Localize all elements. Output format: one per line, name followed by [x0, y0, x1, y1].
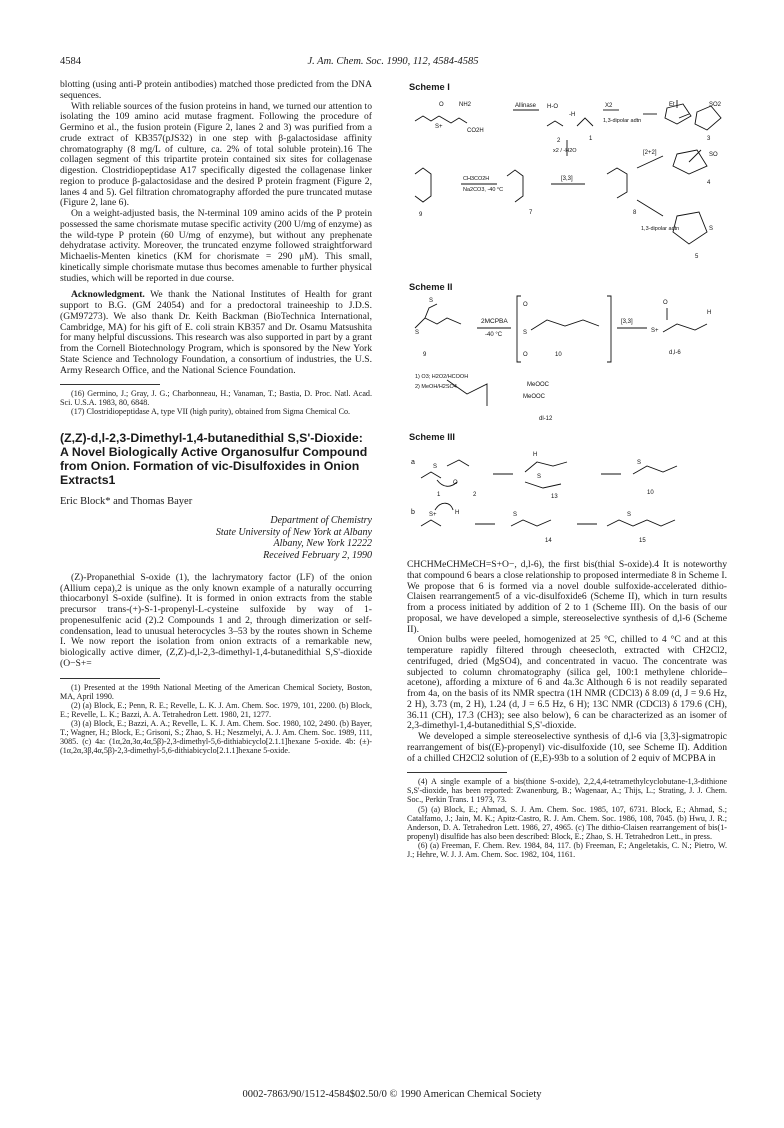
atom-label: S+: [651, 328, 659, 334]
curved-arrow: [435, 503, 453, 510]
bond: [439, 116, 467, 123]
bracket: [517, 296, 521, 362]
scheme-2-label: Scheme II: [409, 282, 453, 292]
atom-label: S+: [429, 512, 437, 518]
footnotes: [60, 389, 372, 416]
scheme-3-label: Scheme III: [409, 432, 455, 442]
compound-number: 9: [423, 352, 427, 358]
atom-label: H: [533, 452, 538, 458]
compound-number: 3: [707, 136, 711, 142]
bond: [507, 170, 523, 202]
compound-number: 10: [555, 352, 562, 358]
bond: [663, 324, 707, 332]
compound-number: d,l-6: [669, 350, 681, 356]
reagent-label: CH3CO2H: [463, 176, 490, 182]
reference: (5) (a) Block, E.; Ahmad, S. J. Am. Chem. Soc. 1985, 107, 6731. Block, E.; Ahmad, S.; Catalfamo, J.; Jain, M. K.; Apitz-Castro, R. J. Am. Chem. Soc. 1986, 108, 7045. (b) Hwu, J. R.; Anderson, D. A. Tetrahedron Lett. 1986, 27, 4965. (c) The dithio-Claisen rearrangement of bis(1-propenyl) disulfide has also been described: Block, E.; Zhao, S. H. Tetrahedron Lett., in press.: [407, 804, 727, 841]
bond: [415, 318, 461, 328]
compound-number: 2: [473, 492, 477, 498]
bond: [633, 466, 677, 474]
atom-label: S+: [435, 124, 443, 130]
atom-label: NH2: [459, 102, 472, 108]
atom-label: H-O: [547, 104, 558, 110]
compound-number: dl-12: [539, 416, 553, 422]
acknowledgment-heading: Acknowledgment.: [71, 289, 145, 301]
journal-citation: J. Am. Chem. Soc. 1990, 112, 4584-4585: [307, 56, 479, 67]
compound-number: 1: [589, 136, 593, 142]
compound-number: 7: [529, 210, 533, 216]
intro-paragraph: (Z)-Propanethial S-oxide (1), the lachrymatory factor (LF) of the onion (Allium cepa),2 is unique as the only known example of a naturally occurring thiocarbonyl S-oxide (sulfine). It is formed in onion extracts from the stable precursor trans-(+)-S-1-propenyl-L-cysteine sulfoxide by way of 1-propenesulfenic acid (2).2 Compounds 1 and 2, through dimerization or self-condensation, lead to unusual heterocycles 3–53 by the routes shown in Scheme I. We now report the isolation from onion extracts of a remarkable new, biologically active dimer, (Z,Z)-d,l-2,3-dimethyl-1,4-butanedithial S,S'-dioxide (O−S+=: [60, 571, 372, 669]
compound-number: 13: [551, 494, 558, 500]
atom-label: O: [523, 352, 528, 358]
atom-label: O: [523, 302, 528, 308]
ring: [695, 106, 721, 130]
atom-label: O: [453, 480, 458, 486]
bond: [547, 121, 563, 126]
arrow: [679, 114, 689, 118]
authors: Eric Block* and Thomas Bayer: [60, 495, 193, 507]
bond: [421, 520, 441, 526]
footnote-rule: [60, 384, 160, 385]
atom-label: S: [537, 474, 542, 480]
atom-label: MeOOC: [527, 382, 550, 388]
reagent-label: 1,3-dipolar adtn: [603, 118, 642, 124]
compound-number: 8: [633, 210, 637, 216]
body-paragraph: blotting (using anti-P protein antibodies) matched those predicted from the DNA sequences.: [60, 79, 372, 101]
compound-number: 14: [545, 538, 552, 544]
bond: [525, 482, 561, 488]
atom-label: O: [663, 300, 668, 306]
body-paragraph: CHCHMeCHMeCH=S+O−, d,l-6), the first bis(thial S-oxide).4 It is noteworthy that compound 6 bears a close relationship to proposed intermediate 8 in Scheme I. We propose that 6 is formed via a novel double sulfoxide-accelerated dithio-Claisen rearrangement5 of a vic-disulfoxide6 (Scheme II), which in turn results from a process initiated by addition of 2 to 1 (Scheme III). On the basis of our proposal, we have developed a simple, stereoselective synthesis of d,l-6 (Scheme II).: [407, 559, 727, 635]
reagent-label: [2+2]: [643, 150, 657, 156]
left-column: [60, 80, 372, 755]
atom-label: S: [429, 298, 434, 304]
reference-rule: [407, 772, 507, 773]
affiliation: [60, 515, 372, 561]
running-header: [60, 56, 726, 70]
reagent-label: -40 °C: [485, 332, 503, 338]
atom-label: O: [439, 102, 444, 108]
compound-number: 4: [707, 180, 711, 186]
received-date: Received February 2, 1990: [263, 549, 372, 561]
atom-label: S: [637, 460, 642, 466]
scheme-1-label: Scheme I: [409, 82, 450, 92]
atom-label: H: [455, 510, 460, 516]
reagent-label: Na2CO3, -40 °C: [463, 187, 504, 193]
bond: [511, 520, 551, 526]
reagent-label: x2 / -H2O: [553, 148, 577, 154]
atom-label: S: [415, 330, 420, 336]
body-paragraph: Onion bulbs were peeled, homogenized at 25 °C, chilled to 4 °C and at this temperature rapidly filtered through cheesecloth, extracted with CH2Cl2, centrifuged, dried (MgSO4), and concentrated in vacuo. The concentrate was subjected to column chromatography (silica gel, 100:1 methylene chloride–acetone), affording a mixture of 6 and 4a.3c Although 6 is not readily separated from 4a, on the basis of its NMR spectra (1H NMR (CDCl3) δ 8.09 (d, J = 9.6 Hz, 2 H), 3.73 (m, 2 H), 1.24 (d, J = 6.5 Hz, 6 H); 13C NMR (CDCl3) δ 179.6 (CH), 36.11 (CH), 17.3 (CH3); see also below), 6 can be characterized as an isomer of 2,3-dimethyl-1,4-butanedithial S,S'-dioxide.: [407, 634, 727, 732]
reference: (1) Presented at the 199th National Meeting of the American Chemical Society, Boston, MA, April 1990.: [60, 682, 372, 701]
acknowledgment-text: We thank the National Institutes of Health for grant support to B.G. (GM 24054) and for a predoctoral traineeship to J.D.S. (GM97273). We also thank Dr. Keith Backman (BioTechnica International, Cambridge, MA) for his gift of E. coli strain KB357 and Dr. Osamu Matsushita for many helpful discussions. This research was also supported in part by a grant from the Cornell Biotechnology Program, which is sponsored by the New York State Science and Technology Foundation, a consortium of industries, the U.S. Army Research Office, and the National Science Foundation.: [60, 289, 372, 376]
reagent-label: 1,3-dipolar adtn: [641, 226, 680, 232]
bond: [607, 520, 675, 526]
references-left: [60, 683, 372, 756]
reagent-label: Allinase: [515, 103, 537, 109]
compound-number: 5: [695, 254, 699, 260]
bond: [425, 304, 437, 318]
footnote: (17) Clostridiopeptidase A, type VII (high purity), obtained from Sigma Chemical Co.: [71, 407, 351, 417]
atom-label: -H: [569, 112, 576, 118]
reference: (4) A single example of a bis(thione S-oxide), 2,2,4,4-tetramethylcyclobutane-1,3-dithione S,S'-dioxide, has been reported: Zwanenburg, B.; Wagenaar, A.; Thijs, L.; Strating, J. J. Chem. Soc., Perkin Trans. 1 1973, 73.: [407, 777, 727, 805]
affiliation-line: Albany, New York 12222: [273, 538, 372, 550]
scheme-3-diagram: [407, 444, 727, 559]
bond: [415, 168, 431, 202]
compound-number: 15: [639, 538, 646, 544]
affiliation-line: State University of New York at Albany: [215, 526, 372, 538]
atom-label: MeOOC: [523, 394, 546, 400]
bond: [531, 320, 599, 330]
acknowledgment: [60, 290, 372, 376]
reagent-label: [3,3]: [561, 176, 573, 182]
scheme-1-diagram: [407, 96, 727, 266]
article-title: (Z,Z)-d,l-2,3-Dimethyl-1,4-butanedithial S,S'-Dioxide: A Novel Biologically Active Organosulfur Compound from Onion. Formation of vic-Disulfoxides in Onion Extracts1: [60, 430, 368, 487]
reference: (3) (a) Block, E.; Bazzi, A. A.; Revelle, L. K. J. Am. Chem. Soc. 1980, 102, 2490. (b) Bayer, T.; Wagner, H.; Block, E.; Grisoni, S.; Zhao, S. H.; Neszmelyi, A. J. Am. Chem. Soc. 1989, 111, 3085. (c) 4a: (1α,2α,3α,4α,5β)-2,3-dimethyl-5,6-dithiabicyclo[2.1.1]hexane 5-oxide. 4b: (±)-(1α,2α,3β,4α,5β)-2,3-dimethyl-5,6-dithiabicyclo[2.1.1]hexane 5-oxide.: [60, 719, 372, 756]
bond: [415, 116, 439, 121]
atom-label: SO: [709, 152, 718, 158]
bond: [689, 150, 701, 162]
scheme-2-diagram: [407, 294, 727, 424]
arrow: [637, 156, 663, 168]
reference: (2) (a) Block, E.; Penn, R. E.; Revelle, L. K. J. Am. Chem. Soc. 1979, 101, 2200. (b) Block, E.; Revelle, L. K.; Bazzi, A. A. Tetrahedron Lett. 1980, 21, 1277.: [60, 700, 372, 719]
reagent-label: [3,3]: [621, 319, 633, 325]
atom-label: SO2: [709, 102, 722, 108]
body-paragraph: We developed a simple stereoselective synthesis of d,l-6 via [3,3]-sigmatropic rearrangement of bis((E)-propenyl) vic-disulfoxide (10, see Scheme II). Addition of a chilled CH2Cl2 solution of (E,E)-93b to a solution of 2 equiv of MCPBA in: [407, 731, 727, 764]
reference: (6) (a) Freeman, F. Chem. Rev. 1984, 84, 117. (b) Freeman, F.; Angeletakis, C. N.; Pietro, W. J.; Hehre, W. J. J. Am. Chem. Soc. 1982, 104, 1161.: [407, 840, 727, 859]
atom-label: Et: [669, 102, 675, 108]
compound-number: 10: [647, 490, 654, 496]
copyright-footer: 0002-7863/90/1512-4584$02.50/0 © 1990 American Chemical Society: [242, 1089, 542, 1100]
body-paragraph: On a weight-adjusted basis, the N-terminal 109 amino acids of the P protein possessed the same chorismate mutase specific activity (200 U/mg of enzyme) as the wild-type P protein (60 U/mg of enzyme), but without any prephenate dehydratase activity. Moreover, the truncated enzyme followed straightforward Michaelis-Menten kinetics (KM for chorismate = 290 μM). This small, kinetically simple chorismate mutase thus becomes amenable to further physical studies, which will be reported in due course.: [60, 208, 372, 284]
compound-number: 2: [557, 138, 561, 144]
affiliation-line: Department of Chemistry: [270, 515, 372, 527]
bond: [421, 472, 441, 478]
reagent-label: X2: [605, 103, 613, 109]
footnote: (16) Germino, J.; Gray, J. G.; Charbonneau, H.; Vanaman, T.; Bastia, D. Proc. Natl. Acad. Sci. U.S.A. 1983, 80, 6848.: [60, 389, 372, 408]
atom-label: S: [627, 512, 632, 518]
atom-label: H: [707, 310, 712, 316]
part-label: a: [411, 459, 415, 466]
compound-number: 1: [437, 492, 441, 498]
atom-label: CO2H: [467, 128, 484, 134]
arrow: [637, 200, 663, 216]
bond: [525, 462, 567, 472]
atom-label: S: [523, 330, 528, 336]
bracket: [607, 296, 611, 362]
reagent-label: 2) MeOH/H2SO4: [415, 384, 457, 390]
atom-label: S: [513, 512, 518, 518]
part-label: b: [411, 509, 415, 516]
atom-label: S: [433, 464, 438, 470]
right-column: [407, 560, 727, 859]
references-right: [407, 777, 727, 859]
reagent-label: 1) O3; H2O2/HCOOH: [415, 374, 469, 380]
compound-number: 9: [419, 212, 423, 218]
atom-label: S: [709, 226, 714, 232]
bond: [577, 118, 593, 126]
reagent-label: 2MCPBA: [481, 318, 508, 325]
reference-rule: [60, 678, 160, 679]
bond: [447, 460, 469, 466]
bond: [607, 168, 627, 198]
ring: [673, 150, 707, 174]
page-number: 4584: [60, 56, 81, 67]
body-paragraph: With reliable sources of the fusion proteins in hand, we turned our attention to isolating the 109 amino acid mutase fragment. Following the procedure of Germino et al., the fusion protein (Figure 2, lanes 2 and 3) was purified from a crude extract of KB357(pJS32) in one step with β-galactosidase affinity chromatography (8 mg/L of culture, ca. 2% of total soluble protein).16 The collagen segment of this tripartite protein contained six sites for collagenase digestion. Clostridiopeptidase A17 specifically digested the collagenase linker region to produce β-galactosidase and the desired P protein fragment (Figure 2, lanes 4 and 5). Gel filtration chromatography afforded the pure truncated mutase (Figure 2, lane 6).: [60, 100, 372, 209]
